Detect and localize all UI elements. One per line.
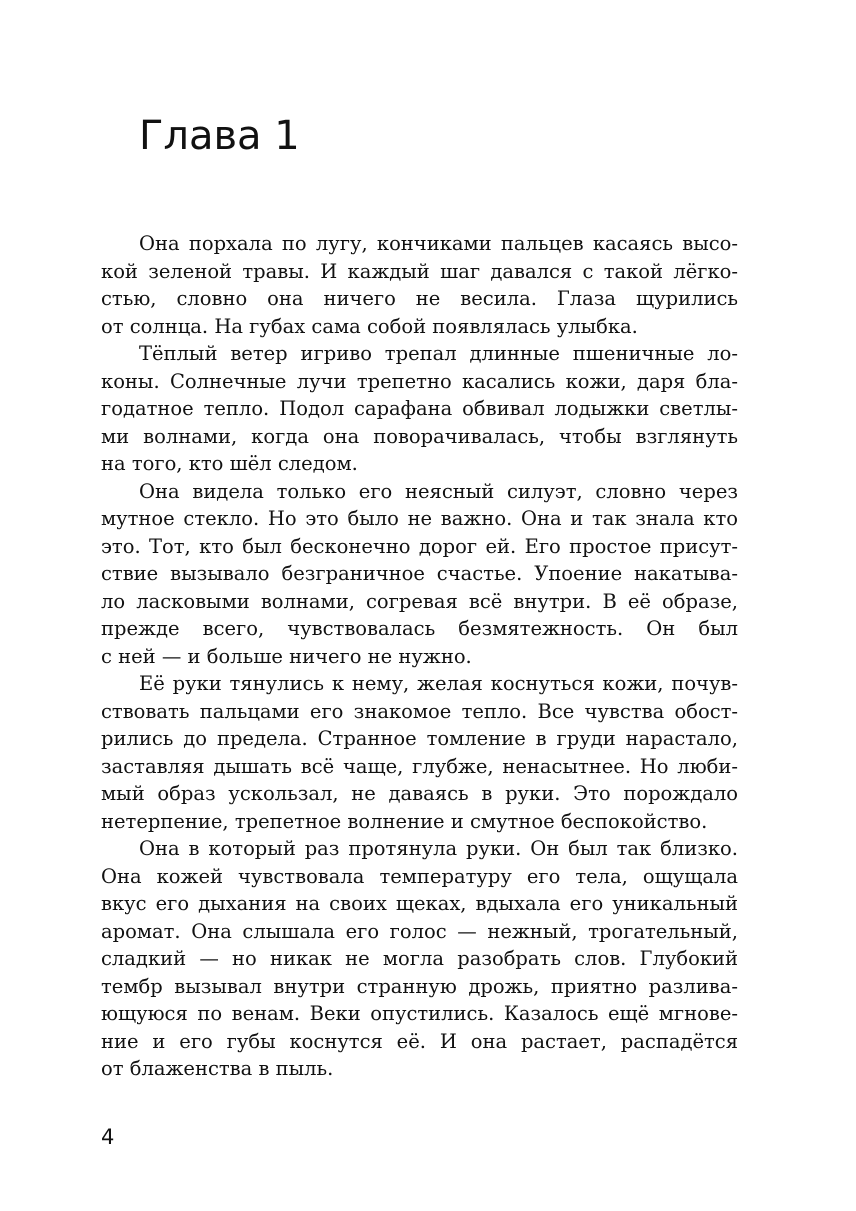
text-line: сладкий — но никак не могла разобрать слов. Глубокий — [101, 947, 738, 970]
text-line: от блаженства в пыль. — [101, 1057, 334, 1080]
text-line: ми волнами, когда она поворачивалась, чтобы взглянуть — [101, 424, 738, 448]
text-line: аромат. Она слышала его голос — нежный, трогательный, — [101, 919, 738, 943]
page-number: 4 — [101, 1125, 115, 1149]
text-line: ющуюся по венам. Веки опустились. Казалось ещё мгнове- — [101, 1002, 738, 1025]
text-line: вкус его дыхания на своих щеках, вдыхала его уникальный — [101, 892, 738, 915]
text-line: ствовать пальцами его знакомое тепло. Все чувства обост- — [101, 699, 738, 723]
text-line: ло ласковыми волнами, согревая всё внутри. В её образе, — [101, 589, 738, 613]
text-line: заставляя дышать всё чаще, глубже, ненасытнее. Но люби- — [101, 754, 738, 778]
text-line: годатное тепло. Подол сарафана обвивал лодыжки светлы- — [101, 397, 738, 420]
text-line: от солнца. На губах сама собой появлялась улыбка. — [101, 314, 638, 338]
text-line: на того, кто шёл следом. — [101, 452, 358, 475]
text-line: Она порхала по лугу, кончиками пальцев касаясь высо- — [139, 232, 738, 255]
text-line: Она видела только его неясный силуэт, словно через — [139, 479, 738, 503]
text-line: Тёплый ветер игриво трепал длинные пшеничные ло- — [139, 342, 738, 365]
text-line: ствие вызывало безграничное счастье. Упоение накатыва- — [101, 562, 738, 585]
text-line: стью, словно она ничего не весила. Глаза щурились — [101, 287, 738, 310]
text-line: нетерпение, трепетное волнение и смутное беспокойство. — [101, 809, 708, 833]
text-line: коны. Солнечные лучи трепетно касались кожи, даря бла- — [101, 369, 738, 393]
text-line: тембр вызывал внутри странную дрожь, приятно разлива- — [101, 974, 738, 998]
text-line: кой зеленой травы. И каждый шаг давался с такой лёгко- — [101, 259, 738, 283]
chapter-title: Глава 1 — [139, 113, 300, 159]
text-line: Она в который раз протянула руки. Он был так близко. — [139, 837, 738, 860]
text-line: ние и его губы коснутся её. И она растает, распадётся — [101, 1029, 738, 1053]
text-line: прежде всего, чувствовалась безмятежность. Он был — [101, 617, 738, 640]
text-line: мутное стекло. Но это было не важно. Она и так знала кто — [101, 507, 738, 530]
text-line: с ней — и больше ничего не нужно. — [101, 644, 472, 668]
text-line: Её руки тянулись к нему, желая коснуться кожи, почув- — [139, 672, 738, 695]
chapter-body — [101, 230, 738, 1083]
text-line: Она кожей чувствовала температуру его тела, ощущала — [101, 864, 738, 888]
text-line: рились до предела. Странное томление в груди нарастало, — [101, 727, 738, 750]
text-line: мый образ ускользал, не даваясь в руки. Это порождало — [101, 782, 738, 805]
text-line: это. Тот, кто был бесконечно дорог ей. Его простое присут- — [101, 534, 738, 558]
